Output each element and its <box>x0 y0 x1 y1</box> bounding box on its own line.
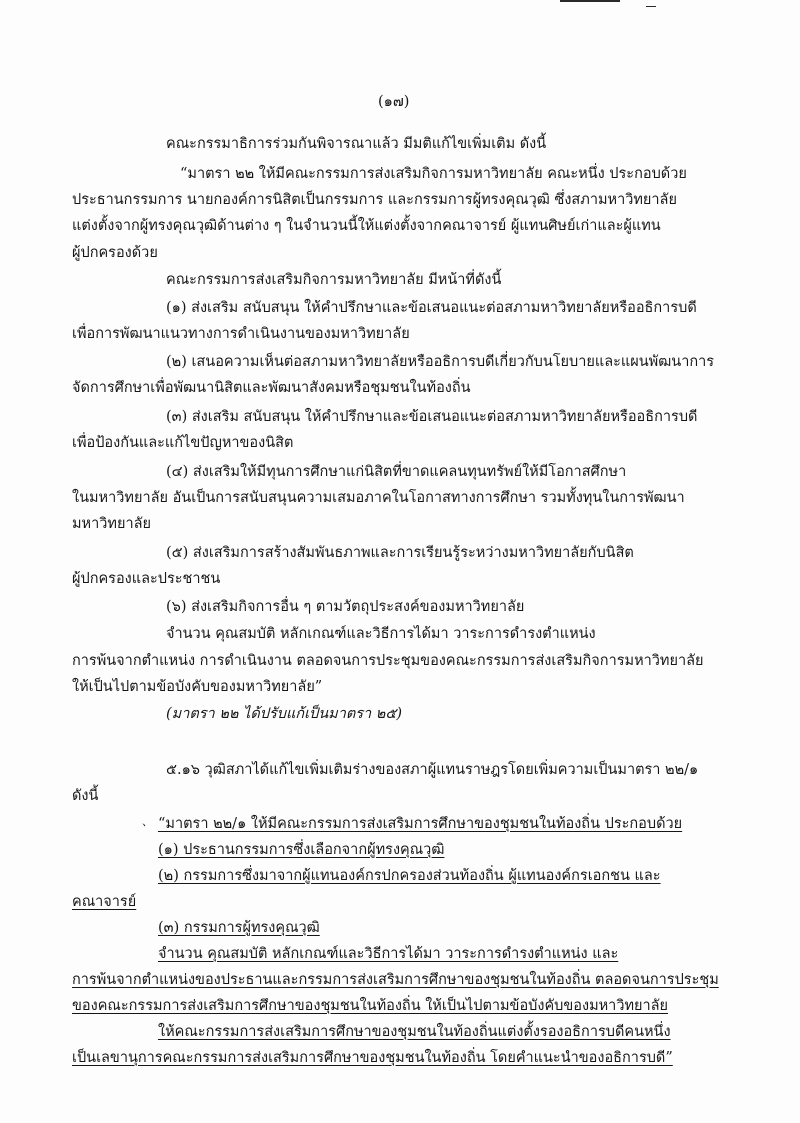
duty-item-1: (๑) ส่งเสริม สนับสนุน ให้คำปรึกษาและข้อเสนอแนะต่อสภามหาวิทยาลัยหรืออธิการบดี <box>166 300 697 316</box>
duty-item-5-cont: ผู้ปกครองและประชาชน <box>72 571 221 587</box>
section-22-1-heading: “มาตรา ๒๒/๑ ให้มีคณะกรรมการส่งเสริมการศึกษาของชุมชนในท้องถิ่น ประกอบด้วย <box>158 816 683 832</box>
secretary-paragraph-line: ให้คณะกรรมการส่งเสริมการศึกษาของชุมชนในท้องถิ่นแต่งตั้งรองอธิการบดีคนหนึ่ง <box>158 1024 671 1040</box>
duty-item-2-cont: จัดการศึกษาเพื่อพัฒนานิสิตและพัฒนาสังคมหรือชุมชนในท้องถิ่น <box>72 380 471 396</box>
section-22-line: แต่งตั้งจากผู้ทรงคุณวุฒิด้านต่าง ๆ ในจำนวนนี้ให้แต่งตั้งจากคณาจารย์ ผู้แทนศิษย์เก่าและผู้แทน <box>72 218 661 234</box>
duty-item-3-cont: เพื่อป้องกันและแก้ไขปัญหาของนิสิต <box>72 435 294 451</box>
secretary-paragraph-line: เป็นเลขานุการคณะกรรมการส่งเสริมการศึกษาของชุมชนในท้องถิ่น โดยคำแนะนำของอธิการบดี” <box>72 1050 673 1066</box>
section-22-line: ประธานกรรมการ นายกองค์การนิสิตเป็นกรรมการ และกรรมการผู้ทรงคุณวุฒิ ซึ่งสภามหาวิทยาลัย <box>72 192 677 208</box>
section-22-line: ผู้ปกครองด้วย <box>72 245 158 261</box>
renumber-note: (มาตรา ๒๒ ได้ปรับแก้เป็นมาตรา ๒๕) <box>166 706 402 722</box>
closing-line: การพ้นจากตำแหน่ง การดำเนินงาน ตลอดจนการประชุมของคณะกรรมการส่งเสริมกิจการมหาวิทยาลัย <box>72 653 704 669</box>
duties-heading: คณะกรรมการส่งเสริมกิจการมหาวิทยาลัย มีหน้าที่ดังนี้ <box>166 272 502 288</box>
duty-item-3: (๓) ส่งเสริม สนับสนุน ให้คำปรึกษาและข้อเสนอแนะต่อสภามหาวิทยาลัยหรืออธิการบดี <box>166 409 698 425</box>
rules-paragraph-line: ของคณะกรรมการส่งเสริมการศึกษาของชุมชนในท้องถิ่น ให้เป็นไปตามข้อบังคับของมหาวิทยาลัย <box>72 998 669 1014</box>
page-number: (๑๗) <box>378 94 410 110</box>
duty-item-1-cont: เพื่อการพัฒนาแนวทางการดำเนินงานของมหาวิทยาลัย <box>72 326 410 342</box>
duty-item-4-cont: มหาวิทยาลัย <box>72 516 151 532</box>
duty-item-5: (๕) ส่งเสริมการสร้างสัมพันธภาพและการเรียนรู้ระหว่างมหาวิทยาลัยกับนิสิต <box>166 545 634 561</box>
stray-mark: 、 <box>142 815 153 828</box>
rules-paragraph-line: จำนวน คุณสมบัติ หลักเกณฑ์และวิธีการได้มา วาระการดำรงตำแหน่ง และ <box>158 946 619 962</box>
opening-line: คณะกรรมาธิการร่วมกันพิจารณาแล้ว มีมติแก้ไขเพิ่มเติม ดังนี้ <box>166 136 547 152</box>
member-item-1: (๑) ประธานกรรมการซึ่งเลือกจากผู้ทรงคุณวุฒิ <box>158 842 445 858</box>
closing-line: ให้เป็นไปตามข้อบังคับของมหาวิทยาลัย” <box>72 679 323 695</box>
scan-edge-mark <box>560 0 620 2</box>
duty-item-4: (๔) ส่งเสริมให้มีทุนการศึกษาแก่นิสิตที่ขาดแคลนทุนทรัพย์ให้มีโอกาสศึกษา <box>166 464 627 480</box>
duty-item-4-cont: ในมหาวิทยาลัย อันเป็นการสนับสนุนความเสมอภาคในโอกาสทางการศึกษา รวมทั้งทุนในการพัฒนา <box>72 490 685 506</box>
section-5-16-heading-cont: ดังนี้ <box>72 788 99 804</box>
scan-dash-mark <box>646 6 656 7</box>
section-22-line: “มาตรา ๒๒ ให้มีคณะกรรมการส่งเสริมกิจการมหาวิทยาลัย คณะหนึ่ง ประกอบด้วย <box>180 166 687 182</box>
duty-item-6: (๖) ส่งเสริมกิจการอื่น ๆ ตามวัตถุประสงค์ของมหาวิทยาลัย <box>166 599 525 615</box>
section-5-16-heading: ๕.๑๖ วุฒิสภาได้แก้ไขเพิ่มเติมร่างของสภาผู้แทนราษฎรโดยเพิ่มความเป็นมาตรา ๒๒/๑ <box>166 762 699 778</box>
member-item-2-cont: คณาจารย์ <box>72 894 137 910</box>
member-item-2: (๒) กรรมการซึ่งมาจากผู้แทนองค์กรปกครองส่วนท้องถิ่น ผู้แทนองค์กรเอกชน และ <box>158 868 661 884</box>
duty-item-2: (๒) เสนอความเห็นต่อสภามหาวิทยาลัยหรืออธิการบดีเกี่ยวกับนโยบายและแผนพัฒนาการ <box>166 354 715 370</box>
member-item-3: (๓) กรรมการผู้ทรงคุณวุฒิ <box>158 920 320 936</box>
rules-paragraph-line: การพ้นจากตำแหน่งของประธานและกรรมการส่งเสริมการศึกษาของชุมชนในท้องถิ่น ตลอดจนการประชุม <box>72 972 719 988</box>
closing-line: จำนวน คุณสมบัติ หลักเกณฑ์และวิธีการได้มา วาระการดำรงตำแหน่ง <box>166 626 596 642</box>
